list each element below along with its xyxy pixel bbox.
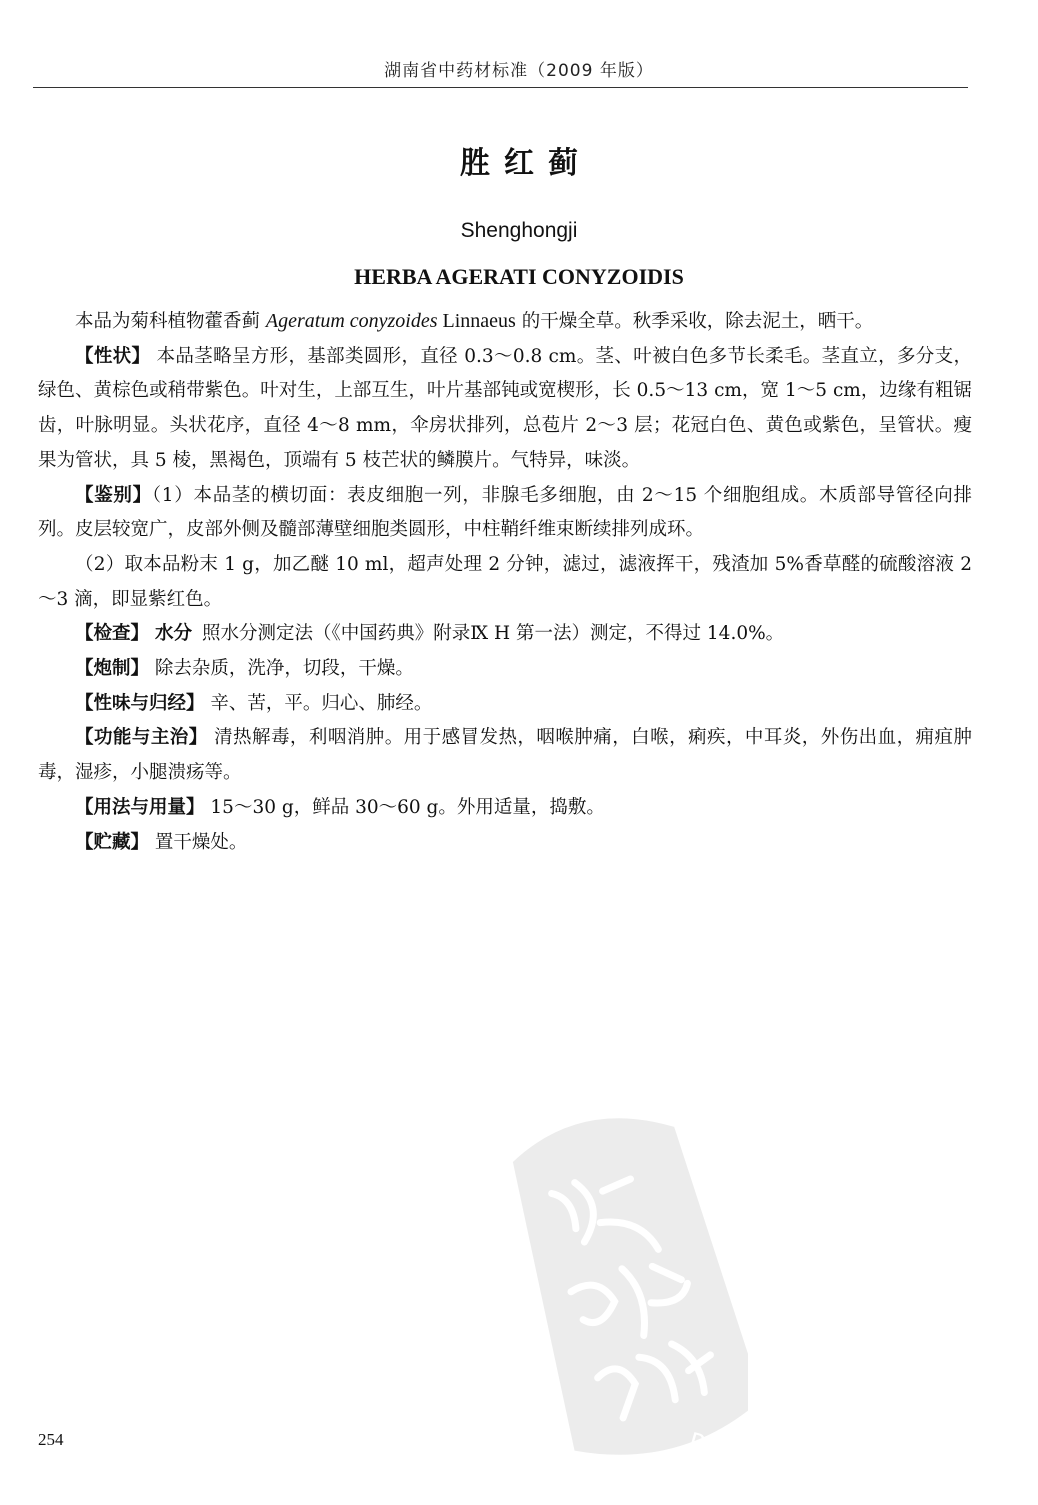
- processing-label: 【炮制】: [75, 658, 150, 680]
- usage-section: [38, 791, 972, 826]
- title-chinese: 胜红蓟: [460, 146, 592, 181]
- identification-section: [38, 479, 972, 548]
- processing-text: 除去杂质，洗净，切段，干燥。: [154, 658, 414, 680]
- title-latin: HERBA AGERATI CONYZOIDIS: [354, 264, 684, 289]
- characters-section: [38, 340, 972, 479]
- storage-text: 置干燥处。: [154, 831, 248, 853]
- storage-label: 【贮藏】: [75, 831, 150, 853]
- moisture-sublabel: 水分: [155, 623, 193, 645]
- nature-text: 辛、苦，平。归心、肺经。: [210, 692, 433, 714]
- intro-before: 本品为菊科植物藿香蓟: [75, 311, 266, 332]
- running-header: 湖南省中药材标准（2009 年版）: [384, 61, 654, 81]
- header-rule: [33, 87, 968, 88]
- nature-section: [38, 687, 972, 722]
- identification-text-1: （1）本品茎的横切面：表皮细胞一列，非腺毛多细胞，由 2～15 个细胞组成。木质部导管径向排列。皮层较宽广，皮部外侧及髓部薄壁细胞类圆形，中柱鞘纤维束断续排列成环。: [38, 484, 972, 541]
- nature-label: 【性味与归经】: [75, 692, 205, 714]
- characters-label: 【性状】: [75, 345, 151, 367]
- intro-paragraph: [38, 304, 972, 340]
- species-author: Linnaeus: [437, 310, 516, 332]
- title-pinyin: Shenghongji: [460, 219, 578, 242]
- inspection-section: [38, 617, 972, 652]
- species-name: Ageratum conyzoides: [265, 310, 438, 332]
- monograph-body: [38, 304, 972, 860]
- usage-label: 【用法与用量】: [75, 796, 205, 818]
- watermark-text: PDG: [685, 1427, 743, 1469]
- usage-text: 15～30 g，鲜品 30～60 g。外用适量，捣敷。: [210, 796, 605, 818]
- function-label: 【功能与主治】: [75, 727, 208, 749]
- watermark-seal: [508, 1098, 748, 1488]
- page-number: 254: [38, 1430, 64, 1449]
- identification-label: 【鉴别】: [75, 484, 152, 506]
- inspection-text: 照水分测定法（《中国药典》附录Ⅸ H 第一法）测定，不得过 14.0%。: [202, 623, 785, 645]
- identification-section-2: [38, 548, 972, 617]
- characters-text: 本品茎略呈方形，基部类圆形，直径 0.3～0.8 cm。茎、叶被白色多节长柔毛。茎直立，多分支，绿色、黄棕色或稍带紫色。叶对生，上部互生，叶片基部钝或宽楔形，长 0.5～13 cm，宽 1～5 cm，边缘有粗锯齿，叶脉明显。头状花序，直径 4～8 mm，伞房状排列，总苞片 2～3 层；花冠白色、黄色或紫色，呈管状。瘦果为管状，具 5 棱，黑褐色，顶端有 5 枝芒状的鳞膜片。气特异，味淡。: [38, 345, 972, 471]
- function-section: [38, 721, 972, 790]
- processing-section: [38, 652, 972, 687]
- function-text: 清热解毒，利咽消肿。用于感冒发热，咽喉肿痛，白喉，痢疾，中耳炎，外伤出血，痈疽肿毒，湿疹，小腿溃疡等。: [38, 727, 972, 784]
- storage-section: [38, 826, 972, 861]
- inspection-label: 【检查】: [75, 623, 150, 645]
- intro-after: 的干燥全草。秋季采收，除去泥土，晒干。: [515, 311, 874, 332]
- identification-text-2: （2）取本品粉末 1 g，加乙醚 10 ml，超声处理 2 分钟，滤过，滤液挥干，残渣加 5%香草醛的硫酸溶液 2～3 滴，即显紫红色。: [38, 553, 972, 610]
